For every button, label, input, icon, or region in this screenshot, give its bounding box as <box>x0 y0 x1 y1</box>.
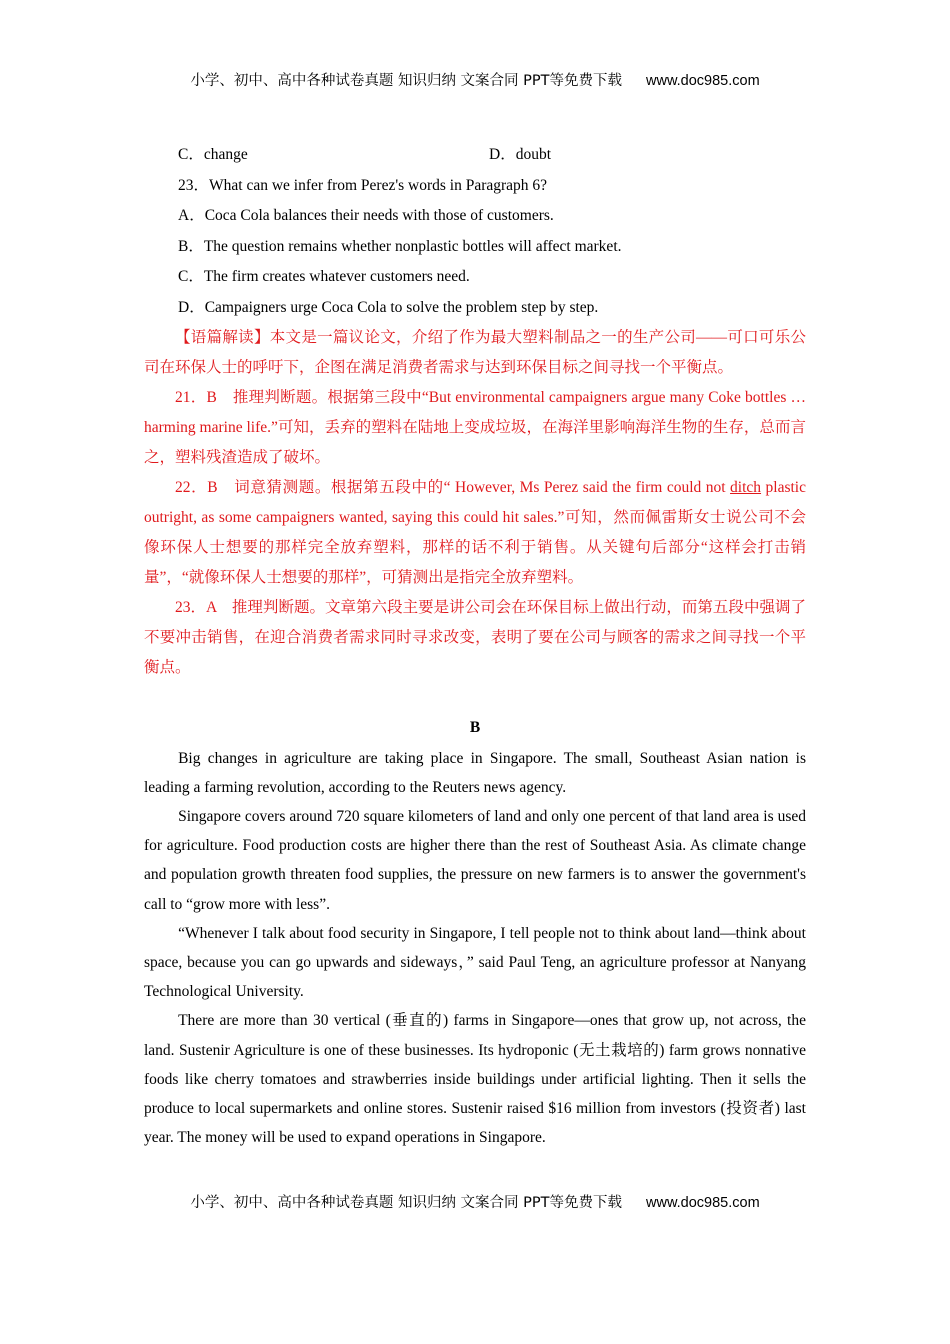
passage-b-title: B <box>469 719 481 736</box>
analysis-22-keyword: ditch <box>730 479 762 496</box>
q22-options-row <box>144 140 806 171</box>
page-content <box>144 140 806 1152</box>
q23-option-b: B．The question remains whether nonplastic bottles will affect market. <box>178 237 622 255</box>
passage-b-paragraph-4: There are more than 30 vertical (垂直的) farms in Singapore—ones that grow up, not across, the land. Sustenir Agriculture is one of these businesses. Its hydroponic (无土栽培的) farm grows nonnative foods like cherry tomatoes and strawberries inside buildings under artificial lighting. Then it sells the produce to local supermarkets and online stores. Sustenir raised $16 million from investors (投资者) last year. The money will be used to expand operations in Singapore. <box>144 1012 806 1147</box>
page-header <box>0 69 950 90</box>
q23-option-a: A．Coca Cola balances their needs with those of customers. <box>178 207 554 224</box>
analysis-23: 23．A 推理判断题。文章第六段主要是讲公司会在环保目标上做出行动，而第五段中强调了不要冲击销售，在迎合消费者需求同时寻求改变，表明了要在公司与顾客的需求之间寻找一个平衡点。 <box>144 599 806 676</box>
q22-option-c: C．change <box>178 146 248 163</box>
page-footer <box>0 1191 950 1212</box>
passage-b-paragraph-2: Singapore covers around 720 square kilometers of land and only one percent of that land area is used for agriculture. Food production costs are higher there than the rest of Southeast Asia. As climate change and population growth threaten food supplies, the pressure on new farmers is to answer the government's call to “grow more with less”. <box>144 807 806 913</box>
analysis-22-pre: 22．B 词意猜测题。根据第五段中的“ However, Ms Perez said the firm could not <box>175 479 731 496</box>
analysis-22-post: plastic outright, as some campaigners wanted, saying this could hit sales.”可知，然而佩雷斯女士说公司不会像环保人士想要的那样完全放弃塑料，那样的话不利于销售。从关键句后部分“这样会打击销量”，“就像环保人士想要的那样”，可猜测出是指完全放弃塑料。 <box>144 479 806 586</box>
q23-option-d: D．Campaigners urge Coca Cola to solve the problem step by step. <box>178 298 599 316</box>
analysis-22 <box>144 473 806 593</box>
q22-option-d: D．doubt <box>489 146 552 163</box>
q23-option-c: C．The firm creates whatever customers need. <box>178 268 470 285</box>
analysis-intro: 【语篇解读】本文是一篇议论文，介绍了作为最大塑料制品之一的生产公司——可口可乐公司在环保人士的呼吁下，企图在满足消费者需求与达到环保目标之间寻找一个平衡点。 <box>144 329 806 376</box>
passage-b-paragraph-3: “Whenever I talk about food security in Singapore, I tell people not to think about land—think about space, because you can go upwards and sideways，” said Paul Teng, an agriculture professor at Nanyang Technological University. <box>144 924 806 1001</box>
footer-site-link[interactable]: www.doc985.com <box>646 1195 760 1211</box>
q23-stem: 23．What can we infer from Perez's words in Paragraph 6? <box>178 176 548 194</box>
analysis-21: 21．B 推理判断题。根据第三段中“But environmental campaigners argue many Coke bottles … harming marine life.”可知，丢弃的塑料在陆地上变成垃圾，在海洋里影响海洋生物的生存，总而言之，塑料残渣造成了破坏。 <box>144 389 806 466</box>
header-text: 小学、初中、高中各种试卷真题 知识归纳 文案合同 PPT等免费下载 <box>190 73 623 89</box>
footer-text: 小学、初中、高中各种试卷真题 知识归纳 文案合同 PPT等免费下载 <box>190 1195 623 1211</box>
passage-b-paragraph-1: Big changes in agriculture are taking place in Singapore. The small, Southeast Asian nation is leading a farming revolution, according to the Reuters news agency. <box>144 749 806 796</box>
header-site-link[interactable]: www.doc985.com <box>646 73 760 89</box>
